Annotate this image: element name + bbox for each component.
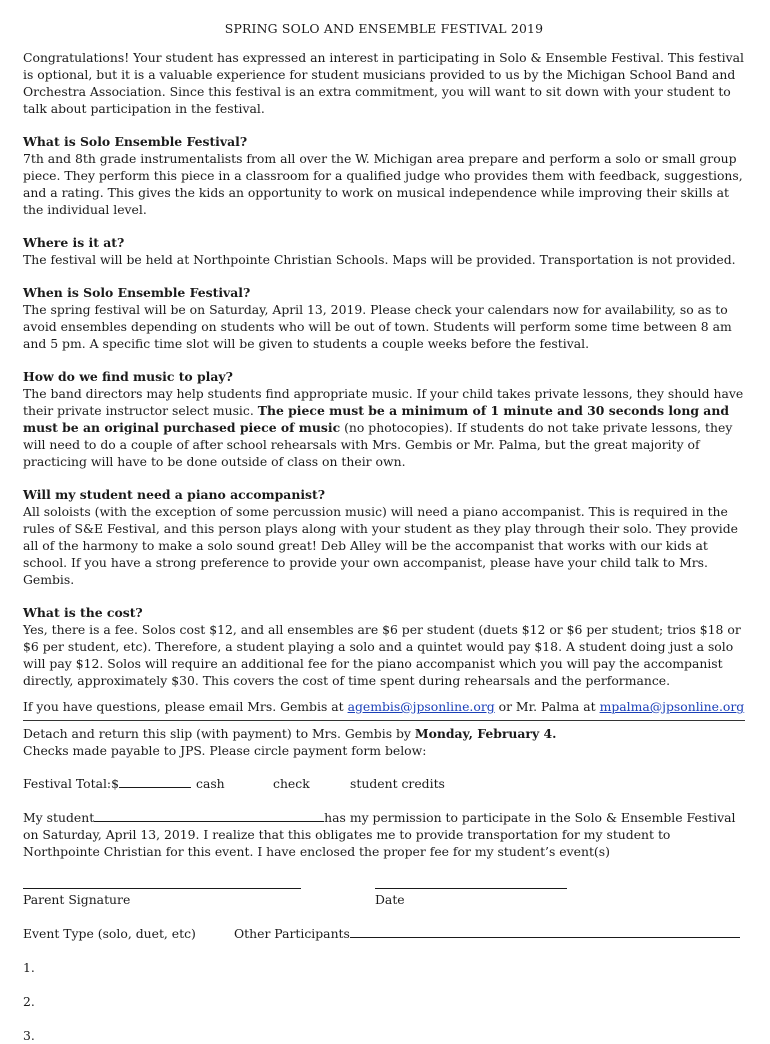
other-participants — [234, 925, 740, 942]
section-body: 7th and 8th grade instrumentalists from all over the W. Michigan area prepare and perform a solo or small group piece. They perform this piece in a classroom for a qualified judge who provides them with feedback, suggestions, and a rating. This gives the kids an opportunity to work on musical independence while improving their skills at the individual level. — [23, 151, 743, 217]
permission-rest: has my permission to participate in the Solo & Ensemble Festival on — [23, 810, 736, 842]
detach-date: Monday, February 4. — [414, 726, 557, 741]
event-item-2[interactable]: 2. — [23, 994, 35, 1009]
section-body: The band directors may help students find appropriate music. If your child takes private lessons, they should have their private instructor select music. — [23, 386, 744, 418]
permission-statement — [23, 809, 745, 860]
payment-option-check[interactable]: check — [273, 776, 310, 791]
festival-total — [23, 775, 191, 792]
section-body: The spring festival will be on Saturday, April 13, 2019. Please check your calendars now for availability, so as to avoid ensembles depending on students who will be out of town. Students will perform some time between 8 am and 5 pm. A specific time slot will be given to students a couple weeks before the festival. — [23, 302, 732, 351]
section-body-bold: The piece must be a minimum of 1 minute and 30 seconds long and must be an original purchased piece of music — [23, 403, 730, 435]
section-body: The festival will be held at Northpointe Christian Schools. Maps will be provided. Transportation is not provided. — [23, 252, 736, 267]
festival-total-label: Festival Total:$ — [23, 776, 119, 791]
date-label: Date — [375, 892, 405, 907]
parent-signature-label: Parent Signature — [23, 892, 131, 907]
email-link-gembis[interactable]: agembis@jpsonline.org — [347, 699, 495, 714]
section-heading: Will my student need a piano accompanist? — [23, 487, 325, 502]
permission-continued: Saturday, April 13, 2019. I realize that this obligates me to provide transportation for my student to Northpointe Christian for this event. I have enclosed the proper fee for my student’s event(s) — [23, 827, 671, 859]
section-heading: When is Solo Ensemble Festival? — [23, 285, 251, 300]
checks-note: Checks made payable to JPS. Please circle payment form below: — [23, 743, 427, 758]
payment-option-credits[interactable]: student credits — [350, 776, 445, 791]
section-when — [23, 284, 745, 352]
event-item-3[interactable]: 3. — [23, 1028, 35, 1043]
permission-prefix: My student — [23, 810, 95, 825]
parent-signature-line[interactable] — [23, 888, 301, 889]
signature-area — [23, 860, 745, 930]
contact-prefix: If you have questions, please email Mrs. Gembis at — [23, 699, 348, 714]
section-what — [23, 133, 745, 218]
email-link-palma[interactable]: mpalma@jpsonline.org — [599, 699, 745, 714]
section-heading: Where is it at? — [23, 235, 125, 250]
intro-paragraph: Congratulations! Your student has expressed an interest in participating in Solo & Ensemble Festival. This festival is optional, but it is a valuable experience for student musicians provided to us by the Michigan School Band and Orchestra Association. Since this festival is an extra commitment, you will want to sit down with your student to talk about participation in the festival. — [23, 50, 744, 116]
section-cost — [23, 604, 745, 689]
section-heading: How do we find music to play? — [23, 369, 233, 384]
event-item-1[interactable]: 1. — [23, 960, 35, 975]
section-heading: What is the cost? — [23, 605, 143, 620]
page-title: SPRING SOLO AND ENSEMBLE FESTIVAL 2019 — [224, 21, 544, 36]
date-line[interactable] — [375, 888, 567, 889]
section-music — [23, 368, 745, 470]
event-row — [23, 925, 745, 942]
payment-row — [23, 775, 745, 792]
section-piano — [23, 486, 745, 588]
payment-option-cash[interactable]: cash — [196, 776, 225, 791]
section-where — [23, 234, 745, 268]
detach-divider — [23, 720, 745, 721]
section-body: Yes, there is a fee. Solos cost $12, and all ensembles are $6 per student (duets $12 or $6 per student; trios $18 or $6 per student, etc). Therefore, a student playing a solo and a quintet would pay $18. A student doing just a solo will pay $12. Solos will require an additional fee for the piano accompanist which you will pay the accompanist directly, approximately $30. This covers the cost of time spent during rehearsals and the performance. — [23, 622, 741, 688]
contact-line — [23, 698, 745, 715]
detach-instruction — [23, 725, 745, 742]
festival-total-field[interactable] — [119, 775, 191, 788]
section-heading: What is Solo Ensemble Festival? — [23, 134, 248, 149]
section-body: All soloists (with the exception of some percussion music) will need a piano accompanist. This is required in the rules of S&E Festival, and this person plays along with your student as they play through their solo. They provide all of the harmony to make a solo sound great! Deb Alley will be the accompanist that works with our kids at school. If you have a strong preference to provide your own accompanist, please have your child talk to Mrs. Gembis. — [23, 504, 739, 587]
document-page — [23, 20, 745, 1044]
event-type-label: Event Type (solo, duet, etc) — [23, 926, 196, 941]
student-name-field[interactable] — [94, 809, 324, 822]
detach-prefix: Detach and return this slip (with payment) to Mrs. Gembis by — [23, 726, 415, 741]
contact-middle: or Mr. Palma at — [494, 699, 600, 714]
section-body: (no photocopies). If students do not take private lessons, they will need to do a couple of after school rehearsals with Mrs. Gembis or Mr. Palma, but the great majority of practicing will have to be done outside of class on their own. — [23, 420, 733, 469]
other-participants-field[interactable] — [350, 925, 740, 938]
other-participants-label: Other Participants — [234, 926, 350, 941]
